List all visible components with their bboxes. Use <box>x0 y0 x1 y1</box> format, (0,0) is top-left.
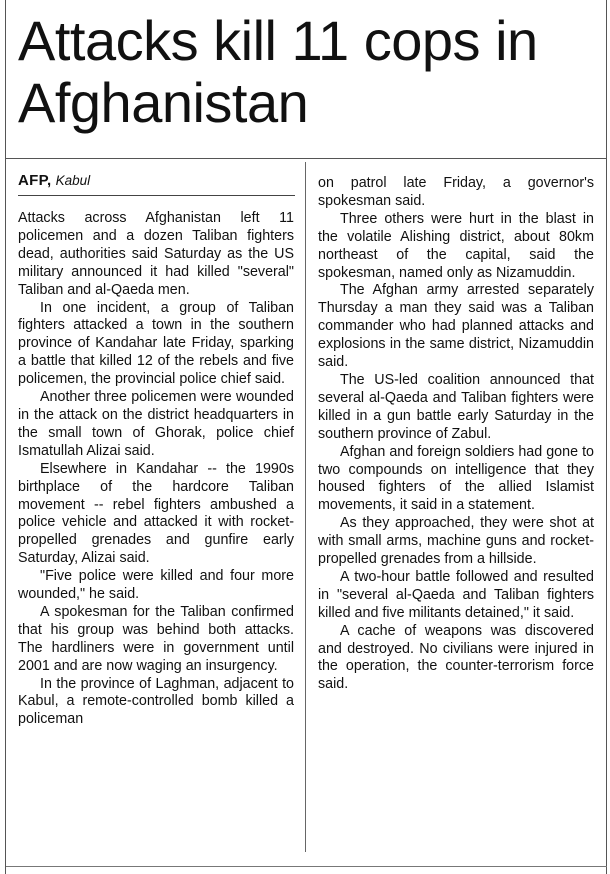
paragraph: A spokesman for the Taliban confirmed that his group was behind both attacks. The hardliners were in government until 2001 and are now waging an insurgency. <box>18 603 294 674</box>
paragraph: In one incident, a group of Taliban fighters attacked a town in the southern province of Kandahar late Friday, sparking a battle that killed 12 of the rebels and five policemen, the provincial police chief said. <box>18 299 294 388</box>
headline: Attacks kill 11 cops in Afghanistan <box>18 9 538 134</box>
article-column-1 <box>18 210 294 729</box>
paragraph: "Five police were killed and four more wounded," he said. <box>18 568 294 603</box>
byline-divider <box>18 195 295 196</box>
paragraph: A two-hour battle followed and resulted in "several al-Qaeda and Taliban fighters killed and five militants detained," it said. <box>318 568 594 621</box>
paragraph: Three others were hurt in the blast in the volatile Alishing district, about 80km northeast of the capital, said the spokesman, named only as Nizamuddin. <box>318 210 594 281</box>
paragraph: A cache of weapons was discovered and destroyed. No civilians were injured in the operation, the counter-terrorism force said. <box>318 622 594 693</box>
byline-agency: AFP, <box>18 172 52 189</box>
article-column-2 <box>318 175 594 694</box>
right-border-rule <box>606 0 607 874</box>
paragraph: As they approached, they were shot at with small arms, machine guns and rocket-propelled grenades from a hillside. <box>318 515 594 568</box>
paragraph: Another three policemen were wounded in the attack on the district headquarters in the small town of Ghorak, police chief Ismatullah Alizai said. <box>18 389 294 459</box>
paragraph: In the province of Laghman, adjacent to Kabul, a remote-controlled bomb killed a policeman <box>18 675 294 728</box>
paragraph: The US-led coalition announced that several al-Qaeda and Taliban fighters were killed in a gun battle early Saturday in the southern province of Zabul. <box>318 371 594 442</box>
paragraph: Attacks across Afghanistan left 11 policemen and a dozen Taliban fighters dead, authorities said Saturday as the US military announced it had killed "several" Taliban and al-Qaeda men. <box>18 210 294 298</box>
paragraph: on patrol late Friday, a governor's spokesman said. <box>318 175 594 209</box>
left-border-rule <box>5 0 6 874</box>
byline-place: Kabul <box>55 173 91 188</box>
paragraph: The Afghan army arrested separately Thursday a man they said was a Taliban commander who had planned attacks and explosions in the same district, Nizamuddin said. <box>318 282 594 371</box>
bottom-border-rule <box>6 866 607 867</box>
headline-divider <box>6 158 607 159</box>
paragraph: Elsewhere in Kandahar -- the 1990s birthplace of the hardcore Taliban movement -- rebel fighters ambushed a police vehicle and attacked it with rocket-propelled grenades and gunfire early Saturday, Alizai said. <box>18 460 294 567</box>
paragraph: Afghan and foreign soldiers had gone to two compounds on intelligence that they housed fighters of the allied Islamist movements, it said in a statement. <box>318 443 594 514</box>
byline <box>18 172 295 190</box>
column-divider <box>305 162 306 852</box>
